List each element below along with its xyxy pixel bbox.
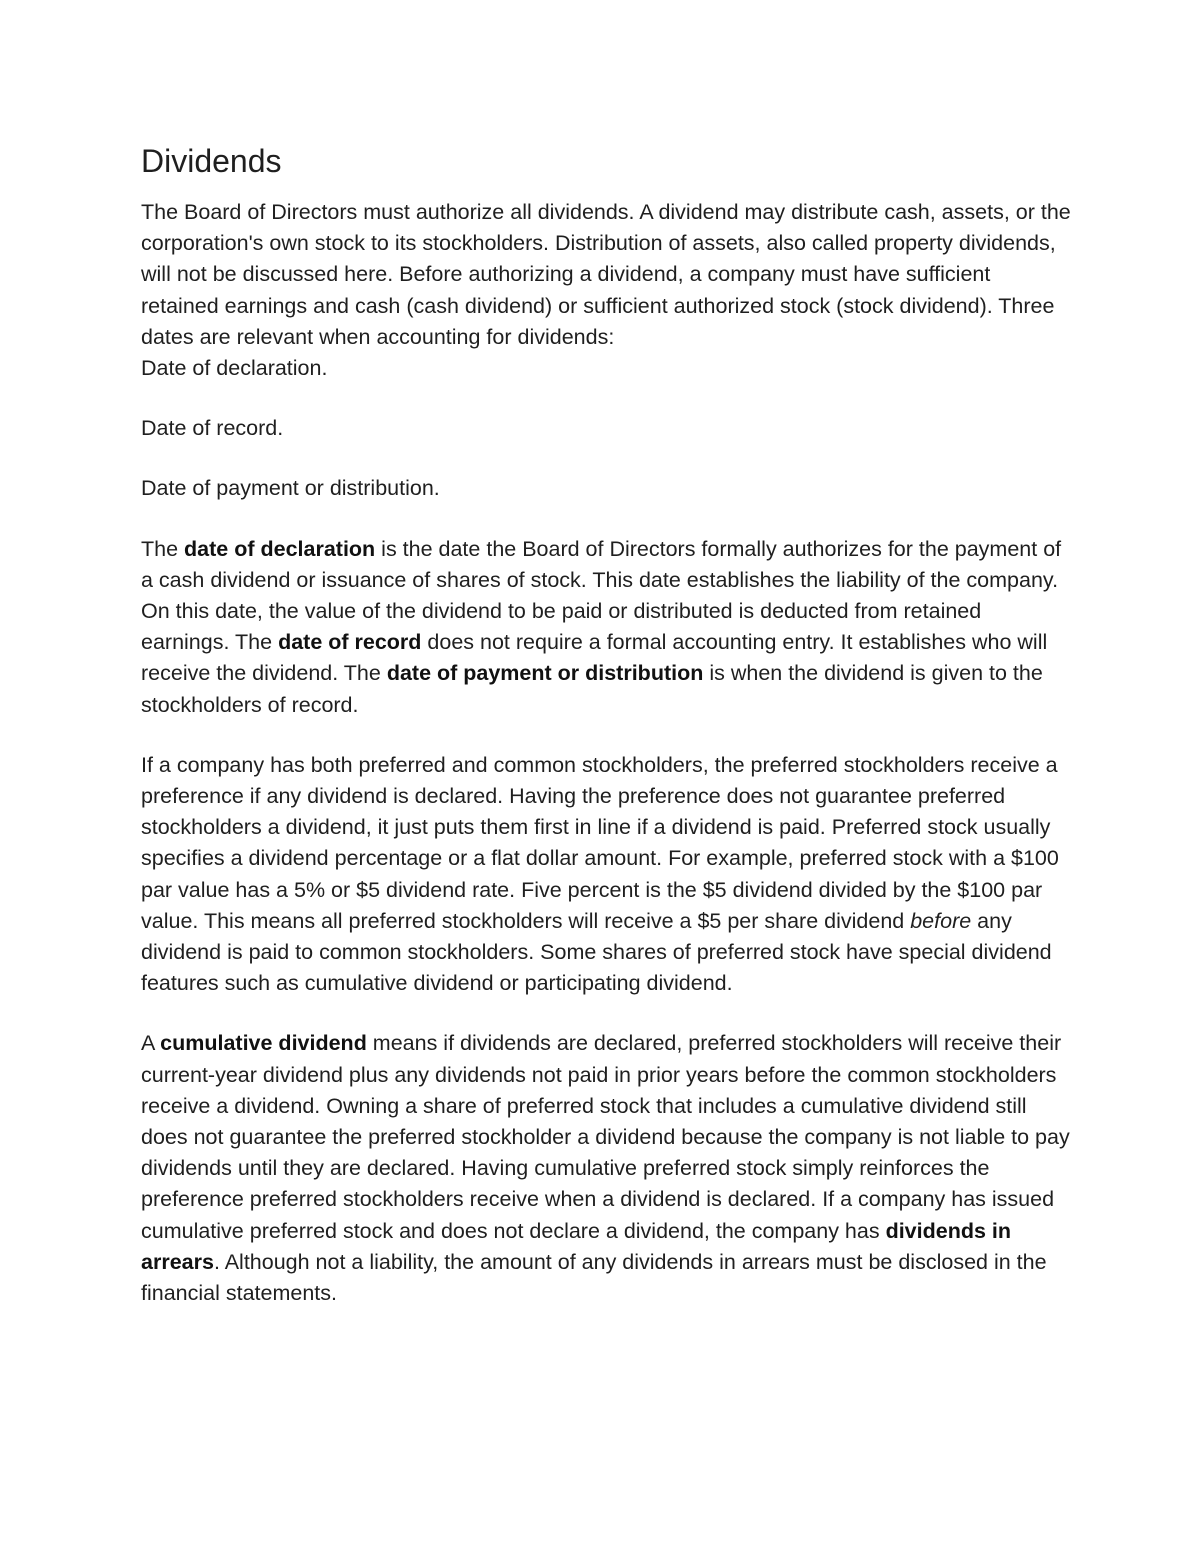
spacer [141,505,1071,534]
intro-paragraph: The Board of Directors must authorize all dividends. A dividend may distribute cash, assets, or the corporation's own stock to its stockholders. Distribution of assets, also called property dividends, will not be discussed here. Before authorizing a dividend, a company must have sufficient retained earnings and cash (cash dividend) or sufficient authorized stock (stock dividend). Three dates are relevant when accounting for dividends: [141,200,1071,349]
text-run: is when the dividend is given to the stockholders of record. [141,661,1043,717]
text-run: any dividend is paid to common stockholders. Some shares of preferred stock have special dividend features such as cumulative dividend or participating dividend. [141,908,1052,996]
text-run: A [141,1031,161,1056]
date-item-record: Date of record. [141,416,284,441]
text-run: is the date the Board of Directors formally authorizes for the payment of a cash dividend or issuance of shares of stock. This date establishes the liability of the company. On this date, the value of the dividend to be paid or distributed is deducted from retained earnings. The [141,536,1062,655]
document-page [141,138,1071,1309]
term-date-of-record: date of record [278,630,422,655]
text-run: means if dividends are declared, preferred stockholders will receive their current-year dividend plus any dividends not paid in prior years before the common stockholders receive a dividend. Owning a share of preferred stock that includes a cumulative dividend still does not guarantee the preferred stockholder a dividend because the company is not liable to pay dividends until they are declared. Having cumulative preferred stock simply reinforces the preference preferred stockholders receive when a dividend is declared. If a company has issued cumulative preferred stock and does not declare a dividend, the company has [141,1031,1070,1243]
date-item-declaration: Date of declaration. [141,356,328,381]
text-run: If a company has both preferred and common stockholders, the preferred stockholders receive a preference if any dividend is declared. Having the preference does not guarantee preferred stockholders a dividend, it just puts them first in line if a dividend is paid. Preferred stock usually specifies a dividend percentage or a flat dollar amount. For example, preferred stock with a $100 par value has a 5% or $5 dividend rate. Five percent is the $5 dividend divided by the $100 par value. This means all preferred stockholders will receive a $5 per share dividend [141,752,1059,933]
page-title: Dividends [141,143,282,179]
spacer [141,444,1071,473]
emphasis-before: before [910,908,972,933]
term-date-of-declaration: date of declaration [184,536,376,561]
term-dividends-in-arrears: dividends in arrears [141,1218,1012,1274]
cumulative-dividend-paragraph [141,1028,1071,1309]
text-run: . Although not a liability, the amount of any dividends in arrears must be disclosed in the financial statements. [141,1249,1047,1306]
date-item-payment: Date of payment or distribution. [141,476,440,501]
term-cumulative-dividend: cumulative dividend [160,1031,367,1056]
term-date-of-payment: date of payment or distribution [386,661,704,686]
spacer [141,721,1071,750]
spacer [141,384,1071,413]
text-run: The [141,536,185,561]
text-run: does not require a formal accounting entry. It establishes who will receive the dividend. The [141,630,1048,686]
preferred-stock-paragraph [141,750,1071,1000]
dates-explanation-paragraph [141,534,1071,721]
spacer [141,999,1071,1028]
